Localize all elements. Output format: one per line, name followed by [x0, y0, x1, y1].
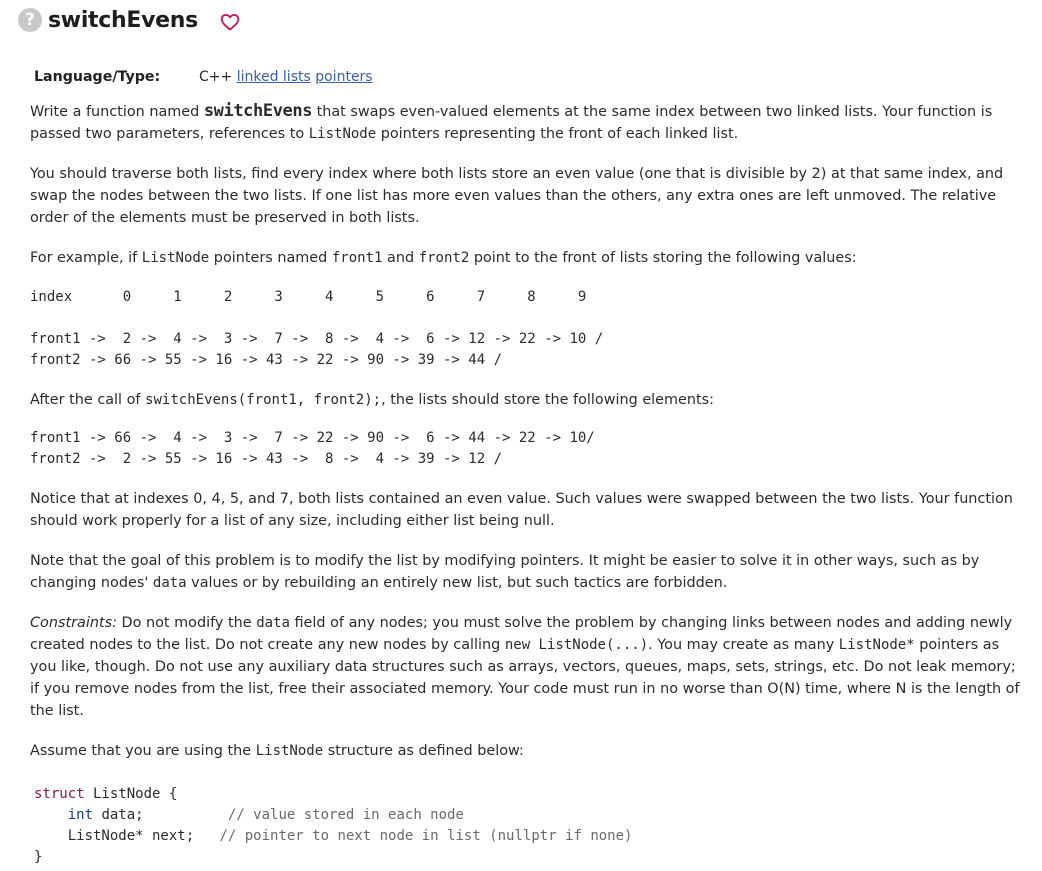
- description-paragraph-8: [30, 740, 1025, 762]
- problem-title: switchEvens: [48, 7, 198, 33]
- struct-line-4: [34, 847, 1025, 868]
- p4-text-b: , the lists should store the following elements:: [381, 392, 715, 408]
- description-paragraph-3: [30, 247, 1025, 269]
- p8-code: ListNode: [255, 743, 324, 759]
- description-paragraph-4: [30, 389, 1025, 411]
- p7-text-d: pointers as you like, though. Do not use any auxiliary data structures such as arrays, vectors, queues, maps, sets, strings, etc. Do not leak memory; if you remove nodes from the list, free their associated memory. Your code must run in no worse than O(N) time, where N is the length of the list.: [30, 637, 1020, 719]
- p3-code-2: front1: [331, 250, 383, 266]
- p1-text-b: that swaps even-valued elements at the same index between two linked lists. Your function is passed two parameters, references to: [30, 104, 993, 142]
- int-type-keyword: int: [67, 807, 94, 823]
- p7-code-1: data: [256, 615, 290, 631]
- p4-text-a: After the call of: [30, 392, 146, 408]
- heart-icon[interactable]: [220, 12, 240, 32]
- data-field-decl: data;: [93, 807, 144, 823]
- p1-code: ListNode: [308, 126, 377, 142]
- p6-text-b: values or by rebuilding an entirely new list, but such tactics are forbidden.: [186, 575, 728, 591]
- p3-text-d: point to the front of lists storing the following values:: [469, 250, 857, 266]
- struct-definition-code: [34, 784, 1025, 868]
- function-name: switchEvens: [203, 101, 313, 121]
- constraints-paragraph: [30, 612, 1025, 722]
- data-field-comment: // value stored in each node: [227, 807, 464, 823]
- description-paragraph-6: [30, 550, 1025, 594]
- description-paragraph-1: [30, 100, 1025, 145]
- struct-line-3: [34, 826, 1025, 847]
- tag-pointers-link[interactable]: pointers: [315, 69, 373, 85]
- description-paragraph-2: You should traverse both lists, find every index where both lists store an even value (one that is divisible by 2) at that same index, and swap the nodes between the two lists. If one list has more even values than the others, any extra ones are left unmoved. The relative order of the elements must be preserved in both lists.: [30, 166, 1004, 226]
- language-type-row: [34, 64, 1025, 90]
- p1-text-a: Write a function named: [30, 104, 204, 120]
- problem-description: [30, 64, 1025, 868]
- p4-code: switchEvens(front1, front2);: [145, 392, 382, 408]
- language-name: C++: [199, 69, 233, 85]
- p7-text-a: Do not modify the: [116, 615, 257, 631]
- struct-name: ListNode {: [84, 786, 178, 802]
- struct-line-2: [34, 805, 1025, 826]
- p6-text-a: Note that the goal of this problem is to modify the list by modifying pointers. It might be easier to solve it in other ways, such as by changing nodes': [30, 553, 980, 591]
- p8-text-a: Assume that you are using the: [30, 743, 256, 759]
- description-paragraph-5: Notice that at indexes 0, 4, 5, and 7, both lists contained an even value. Such values were swapped between the two lists. Your function should work properly for a list of any size, including either list being null.: [30, 491, 1013, 529]
- struct-keyword: struct: [34, 786, 85, 802]
- p7-text-b: field of any nodes; you must solve the problem by changing links between nodes and adding newly created nodes to the list. Do not create any new nodes by calling: [30, 615, 1013, 653]
- p3-code-1: ListNode: [141, 250, 210, 266]
- p3-text-a: For example, if: [30, 250, 142, 266]
- problem-header: [18, 4, 240, 36]
- p7-code-3: ListNode*: [838, 637, 915, 653]
- language-type-value: [199, 66, 373, 88]
- p1-text-c: pointers representing the front of each linked list.: [376, 126, 739, 142]
- tag-linked-lists-link[interactable]: linked lists: [236, 69, 311, 85]
- language-type-label: Language/Type:: [34, 69, 161, 85]
- p6-code: data: [152, 575, 187, 591]
- constraints-label: Constraints:: [30, 615, 117, 631]
- p3-code-3: front2: [418, 250, 470, 266]
- p7-text-c: . You may create as many: [648, 637, 839, 653]
- p8-text-b: structure as defined below:: [323, 743, 524, 759]
- example-after-block: front1 -> 66 -> 4 -> 3 -> 7 -> 22 -> 90 -> 6 -> 44 -> 22 -> 10/ front2 -> 2 -> 55 -> 16 -> 43 -> 8 -> 4 -> 39 -> 12 /: [30, 430, 595, 467]
- p3-text-b: pointers named: [209, 250, 332, 266]
- struct-close-brace: }: [34, 849, 43, 865]
- next-field-decl: ListNode* next;: [67, 828, 195, 844]
- struct-line-1: [34, 784, 1025, 805]
- help-icon[interactable]: ?: [18, 8, 42, 32]
- next-field-comment: // pointer to next node in list (nullptr if none): [219, 828, 633, 844]
- p3-text-c: and: [382, 250, 419, 266]
- p7-code-2: new ListNode(...): [504, 637, 649, 653]
- example-before-block: index 0 1 2 3 4 5 6 7 8 9 front1 -> 2 -> 4 -> 3 -> 7 -> 8 -> 4 -> 6 -> 12 -> 22 -> 10 / front2 -> 66 -> 55 -> 16 -> 43 -> 22 -> 90 -> 39 -> 44 /: [30, 289, 604, 368]
